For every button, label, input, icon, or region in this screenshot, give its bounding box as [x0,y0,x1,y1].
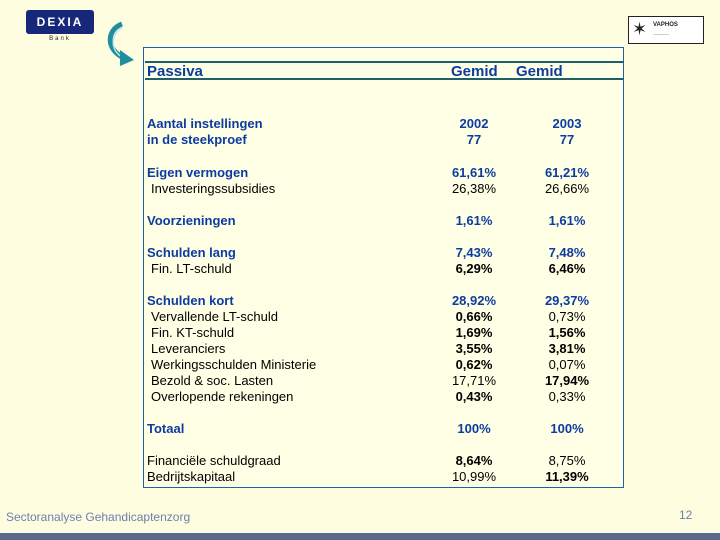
row-value-2002: 1,69% [455,325,493,340]
row-value-2002: 28,92% [451,293,497,308]
row-value-2003: 17,94% [544,373,590,388]
page-number: 12 [679,508,693,522]
row-label: Voorzieningen [147,213,236,228]
row-label: Overlopende rekeningen [151,389,294,404]
row-label: Bedrijtskapitaal [147,469,236,484]
row-label: Werkingsschulden Ministerie [151,357,317,372]
curved-arrow-icon [102,20,136,66]
footer-title: Sectoranalyse Gehandicaptenzorg [6,510,191,524]
row-value-2003: 0,07% [548,357,586,372]
row-value-2003: 7,48% [548,245,586,260]
row-value-2003: 11,39% [545,469,589,484]
row-value-2002: 10,99% [451,469,497,484]
vaphos-logo-text: VAPHOS [653,22,678,28]
row-value-2002: 77 [466,132,482,147]
row-value-2002: 8,64% [455,453,493,468]
row-label: in de steekproef [147,132,247,147]
row-value-2003: 8,75% [548,453,586,468]
column-header-1: Gemid [451,63,498,80]
row-label: Totaal [147,421,185,436]
row-value-2002: 0,62% [455,357,493,372]
row-value-2002: 6,29% [455,261,493,276]
row-value-2003: 61,21% [544,165,590,180]
row-value-2002: 7,43% [455,245,493,260]
vaphos-logo-sub: ———— [653,31,669,36]
row-value-2003: 2003 [552,116,582,131]
row-value-2002: 3,55% [455,341,493,356]
row-label: Vervallende LT-schuld [151,309,278,324]
row-label: Schulden lang [147,245,236,260]
row-label: Schulden kort [147,293,234,308]
row-value-2003: 100% [550,421,584,436]
bottom-bar [0,533,720,540]
row-label: Aantal instellingen [147,116,263,131]
vaphos-logo [628,16,704,44]
row-value-2003: 29,37% [544,293,590,308]
row-value-2002: 1,61% [455,213,493,228]
dexia-logo-sub: Bank [49,36,71,42]
row-value-2002: 2002 [459,116,489,131]
row-label: Investeringssubsidies [151,181,276,196]
row-value-2002: 100% [457,421,491,436]
row-value-2002: 17,71% [451,373,497,388]
row-label: Fin. KT-schuld [151,325,235,340]
row-value-2003: 0,73% [548,309,586,324]
row-value-2003: 1,56% [548,325,586,340]
person-figure-icon: ✶ [632,19,648,39]
row-value-2003: 3,81% [548,341,586,356]
row-label: Fin. LT-schuld [151,261,232,276]
row-value-2003: 1,61% [548,213,586,228]
row-value-2002: 0,66% [455,309,493,324]
dexia-logo-text: DEXIA [26,10,94,34]
row-value-2003: 77 [559,132,575,147]
row-label: Bezold & soc. Lasten [151,373,274,388]
row-value-2003: 6,46% [548,261,586,276]
column-header-2: Gemid [516,63,563,80]
row-value-2003: 26,66% [544,181,590,196]
table-title: Passiva [147,63,203,80]
row-value-2003: 0,33% [548,389,586,404]
row-value-2002: 26,38% [451,181,497,196]
row-label: Leveranciers [151,341,226,356]
row-value-2002: 0,43% [455,389,493,404]
dexia-logo [26,10,94,44]
row-value-2002: 61,61% [451,165,497,180]
row-label: Eigen vermogen [147,165,249,180]
row-label: Financiële schuldgraad [147,453,281,468]
